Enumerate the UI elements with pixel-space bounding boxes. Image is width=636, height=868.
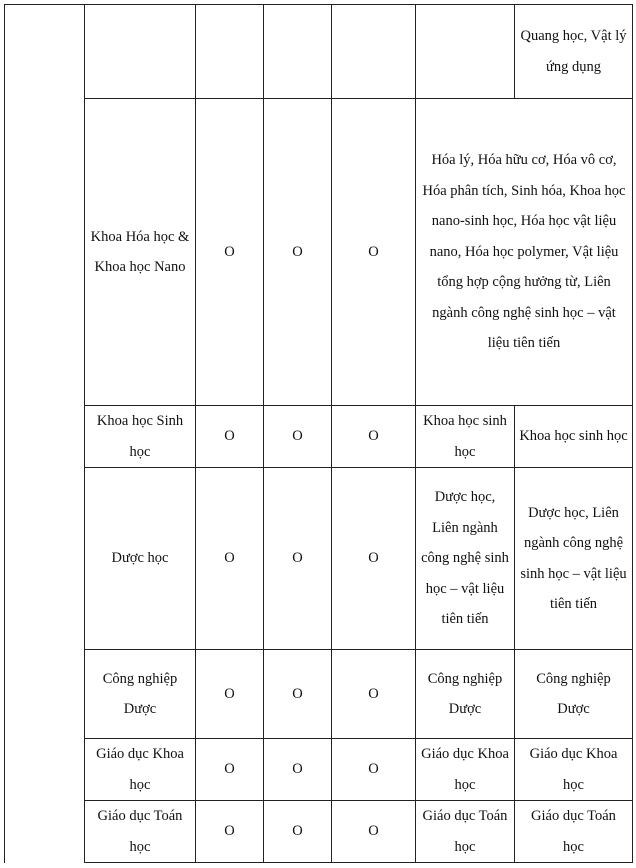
mark-cell: O <box>264 468 332 650</box>
department-cell: Khoa Hóa học & Khoa học Nano <box>85 99 196 406</box>
table-row <box>5 99 633 406</box>
mark-cell: O <box>332 801 416 863</box>
major-cell <box>416 5 515 99</box>
college-cell <box>5 5 85 863</box>
major-cell: Khoa học sinh học <box>416 406 515 468</box>
major-cell: Công nghiệp Dược <box>416 650 515 739</box>
mark-cell: O <box>264 99 332 406</box>
mark-cell: O <box>332 468 416 650</box>
mark-cell: O <box>196 468 264 650</box>
mark-cell: O <box>264 739 332 801</box>
mark-cell: O <box>264 406 332 468</box>
department-cell: Công nghiệp Dược <box>85 650 196 739</box>
major-cell: Khoa học sinh học <box>515 406 633 468</box>
table-row <box>5 406 633 468</box>
table-row <box>5 468 633 650</box>
major-merged-cell: Hóa lý, Hóa hữu cơ, Hóa vô cơ, Hóa phân tích, Sinh hóa, Khoa học nano-sinh học, Hóa học vật liệu nano, Hóa học polymer, Vật liệu tổng hợp cộng hưởng từ, Liên ngành công nghệ sinh học – vật liệu tiên tiến <box>416 99 633 406</box>
major-cell: Giáo dục Toán học <box>515 801 633 863</box>
mark-cell: O <box>264 801 332 863</box>
department-cell: Dược học <box>85 468 196 650</box>
table-row <box>5 650 633 739</box>
mark-cell: O <box>332 739 416 801</box>
major-cell: Dược học, Liên ngành công nghệ sinh học – vật liệu tiên tiến <box>416 468 515 650</box>
major-cell: Công nghiệp Dược <box>515 650 633 739</box>
major-cell: Giáo dục Khoa học <box>515 739 633 801</box>
mark-cell: O <box>196 650 264 739</box>
department-cell: Giáo dục Khoa học <box>85 739 196 801</box>
department-cell: Khoa học Sinh học <box>85 406 196 468</box>
table-row <box>5 801 633 863</box>
major-cell: Giáo dục Toán học <box>416 801 515 863</box>
mark-cell: O <box>196 801 264 863</box>
mark-cell <box>196 5 264 99</box>
mark-cell: O <box>264 650 332 739</box>
mark-cell: O <box>332 650 416 739</box>
mark-cell: O <box>332 406 416 468</box>
mark-cell: O <box>196 99 264 406</box>
department-cell <box>85 5 196 99</box>
mark-cell <box>264 5 332 99</box>
mark-cell: O <box>196 406 264 468</box>
table-row <box>5 739 633 801</box>
program-table <box>4 4 633 863</box>
department-cell: Giáo dục Toán học <box>85 801 196 863</box>
major-cell: Giáo dục Khoa học <box>416 739 515 801</box>
mark-cell: O <box>196 739 264 801</box>
table-row <box>5 5 633 99</box>
mark-cell <box>332 5 416 99</box>
mark-cell: O <box>332 99 416 406</box>
major-cell: Quang học, Vật lý ứng dụng <box>515 5 633 99</box>
major-cell: Dược học, Liên ngành công nghệ sinh học – vật liệu tiên tiến <box>515 468 633 650</box>
